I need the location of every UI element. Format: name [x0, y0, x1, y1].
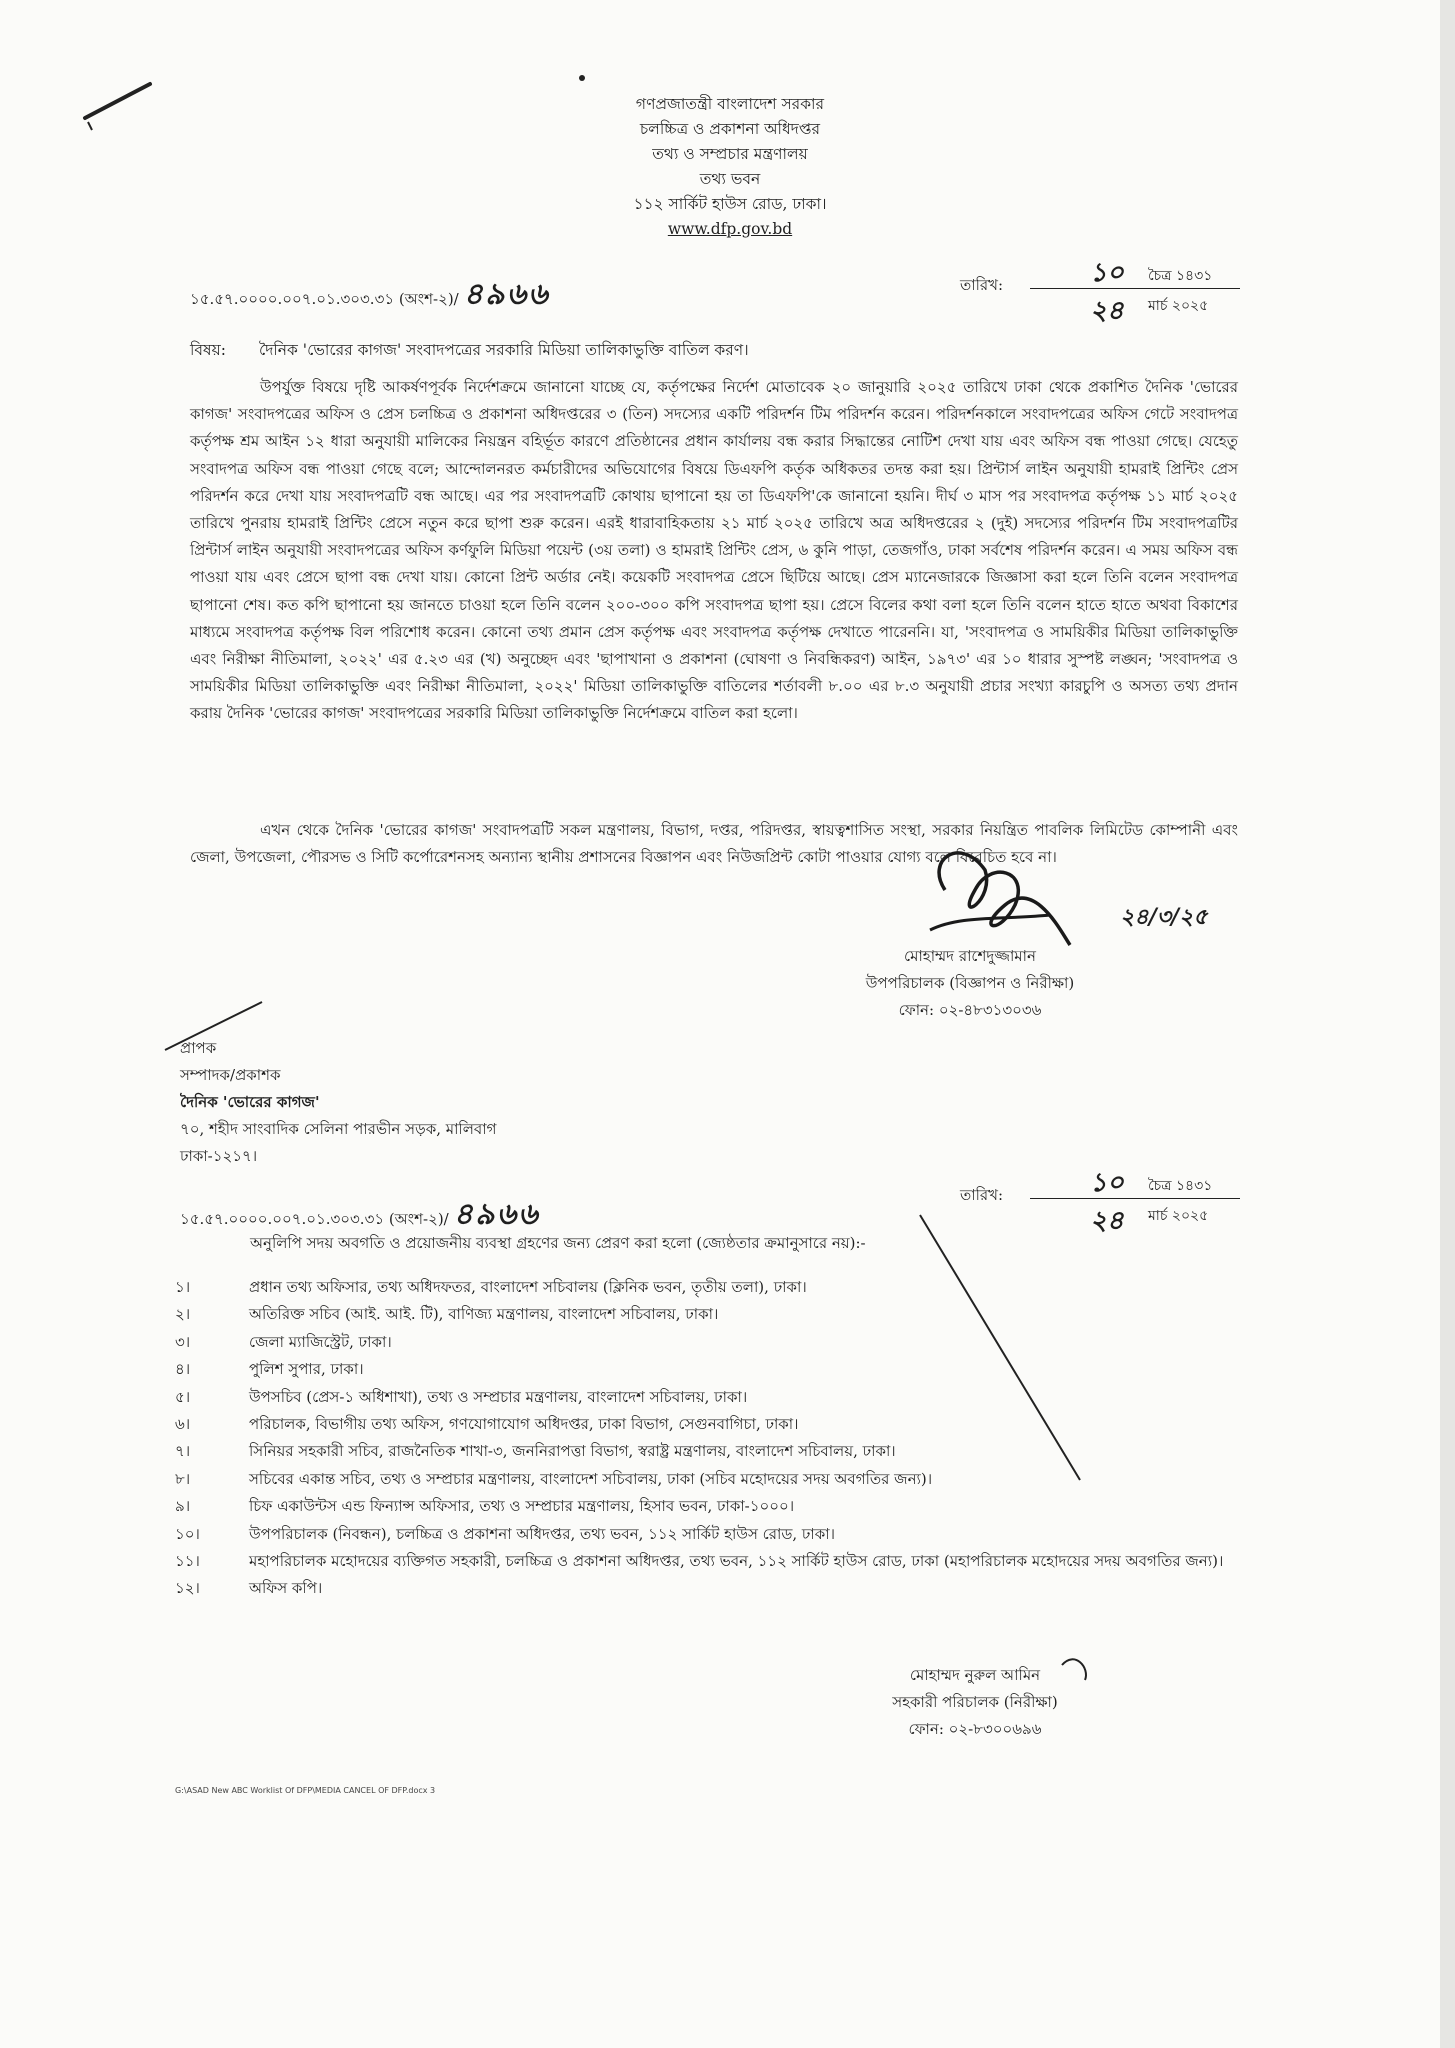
subject-line: [190, 338, 749, 364]
copy-item: [175, 1493, 1255, 1520]
letterhead-building: তথ্য ভবন: [699, 170, 761, 188]
date-label: তারিখ:: [960, 276, 1004, 294]
memo-number-handwritten: ৪৯৬৬: [463, 277, 550, 312]
signatory-2-name: মোহাম্মদ নুরুল আমিন: [909, 1666, 1041, 1684]
copy-item-number: ১১।: [175, 1552, 200, 1571]
copy-item-text: চিফ একাউন্টস এন্ড ফিন্যান্স অফিসার, তথ্য ও সম্প্রচার মন্ত্রণালয়, হিসাব ভবন, ঢাকা-১০০০।: [249, 1497, 795, 1516]
copy-item-text: উপসচিব (প্রেস-১ অধিশাখা), তথ্য ও সম্প্রচার মন্ত্রণালয়, বাংলাদেশ সচিবালয়, ঢাকা।: [249, 1387, 748, 1406]
copy-item: [175, 1384, 1255, 1411]
copy-list: [175, 1274, 1255, 1603]
copy-intro: অনুলিপি সদয় অবগতি ও প্রয়োজনীয় ব্যবস্থা গ্রহণের জন্য প্রেরণ করা হলো (জ্যেষ্ঠতার ক্রমানুসারে নয়):-: [250, 1234, 866, 1252]
signature-1-date: ২৪/৩/২৫: [1120, 904, 1208, 930]
copy-item: [175, 1575, 1255, 1602]
copy-item-text: পরিচালক, বিভাগীয় তথ্য অফিস, গণযোগাযোগ অধিদপ্তর, ঢাকা বিভাগ, সেগুনবাগিচা, ঢাকা।: [249, 1415, 799, 1434]
copy-item-text: সচিবের একান্ত সচিব, তথ্য ও সম্প্রচার মন্ত্রণালয়, বাংলাদেশ সচিবালয়, ঢাকা (সচিব মহোদয়ের সদয় অবগতির জন্য)।: [249, 1469, 933, 1488]
copy-item: [175, 1548, 1255, 1575]
letterhead-dept: চলচ্চিত্র ও প্রকাশনা অধিদপ্তর: [639, 120, 821, 138]
copy-item-text: প্রধান তথ্য অফিসার, তথ্য অধিদফতর, বাংলাদেশ সচিবালয় (ক্লিনিক ভবন, তৃতীয় তলা), ঢাকা।: [249, 1278, 807, 1296]
date-month-bn-copy: চৈত্র ১৪৩১: [1148, 1178, 1213, 1194]
date-month-en: মার্চ ২০২৫: [1148, 298, 1209, 314]
body-paragraph-1: উপর্যুক্ত বিষয়ে দৃষ্টি আকর্ষণপূর্বক নির্দেশক্রমে জানানো যাচ্ছে যে, কর্তৃপক্ষের নির্দেশ মোতাবেক ২০ জানুয়ারি ২০২৫ তারিখে ঢাকা থেকে প্রকাশিত দৈনিক 'ভোরের কাগজ' সংবাদপত্রের অফিস ও প্রেস চলচ্চিত্র ও প্রকাশনা অধিদপ্তরের ৩ (তিন) সদস্যের একটি পরিদর্শন টিম পরিদর্শন করেন। পরিদর্শনকালে সংবাদপত্রের অফিস গেটে সংবাদপত্র কর্তৃপক্ষ শ্রম আইন ১২ ধারা অনুযায়ী মালিকের নিয়ন্ত্রন বহির্ভূত কারণে প্রতিষ্ঠানের প্রধান কার্যালয় বন্ধ করার সিদ্ধান্তের নোটিশ দেখা যায় এবং অফিস বন্ধ পাওয়া গেছে। যেহেতু সংবাদপত্র অফিস বন্ধ পাওয়া গেছে বলে; আন্দোলনরত কর্মচারীদের অভিযোগের বিষয়ে ডিএফপি কর্তৃক অধিকতর তদন্ত করা হয়। প্রিন্টার্স লাইন অনুযায়ী হামরাই প্রিন্টিং প্রেস পরিদর্শন করে দেখা যায় সংবাদপত্রটি বন্ধ আছে। এর পর সংবাদপত্রটি কোথায় ছাপানো হয় তা ডিএফপি'কে জানানো হয়নি। দীর্ঘ ৩ মাস পর সংবাদপত্র কর্তৃপক্ষ ১১ মার্চ ২০২৫ তারিখে পুনরায় হামরাই প্রিন্টিং প্রেসে নতুন করে ছাপা শুরু করেন। এরই ধারাবাহিকতায় ২১ মার্চ ২০২৫ তারিখে অত্র অধিদপ্তরের ২ (দুই) সদস্যের পরিদর্শন টিম সংবাদপত্রটির প্রিন্টার্স লাইন অনুযায়ী সংবাদপত্রের অফিস কর্ণফুলি মিডিয়া পয়েন্ট (৩য় তলা) ও হামরাই প্রিন্টিং প্রেস, ৬ কুনি পাড়া, তেজগাঁও, ঢাকা সর্বশেষ পরিদর্শন করেন। এ সময় অফিস বন্ধ পাওয়া যায় এবং প্রেসে ছাপা বন্ধ দেখা যায়। কোনো প্রিন্ট অর্ডার নেই। কয়েকটি সংবাদপত্র প্রেসে ছিটিয়ে আছে। প্রেস ম্যানেজারকে জিজ্ঞাসা করা হলে তিনি বলেন সংবাদপত্র ছাপানো শেষ। কত কপি ছাপানো হয় জানতে চাওয়া হলে তিনি বলেন ২০০-৩০০ কপি সংবাদপত্র ছাপা হয়। প্রেসে বিলের কথা বলা হলে তিনি বলেন হাতে হাতে অথবা বিকাশের মাধ্যমে সংবাদপত্র কর্তৃপক্ষ বিল পরিশোধ করেন। কোনো তথ্য প্রমান প্রেস কর্তৃপক্ষ এবং সংবাদপত্র কর্তৃপক্ষ দেখাতে পারেননি। যা, 'সংবাদপত্র ও সাময়িকীর মিডিয়া তালিকাভুক্তি এবং নিরীক্ষা নীতিমালা, ২০২২' এর ৫.২৩ এর (খ) অনুচ্ছেদ এবং 'ছাপাখানা ও প্রকাশনা (ঘোষণা ও নিবন্ধিকরণ) আইন, ১৯৭৩' এর ১০ ধারার সুস্পষ্ট লঙ্ঘন; 'সংবাদপত্র ও সাময়িকীর মিডিয়া তালিকাভুক্তি এবং নিরীক্ষা নীতিমালা, ২০২২' মিডিয়া তালিকাভুক্তি বাতিলের শর্তাবলী ৮.০০ এর ৮.৩ অনুযায়ী প্রচার সংখ্যা কারচুপি ও অসত্য তথ্য প্রদান করায় দৈনিক 'ভোরের কাগজ' সংবাদপত্রের সরকারি মিডিয়া তালিকাভুক্তি নির্দেশক্রমে বাতিল করা হলো।: [190, 378, 1238, 723]
copy-item-text: সিনিয়র সহকারী সচিব, রাজনৈতিক শাখা-৩, জননিরাপত্তা বিভাগ, স্বরাষ্ট্র মন্ত্রণালয়, বাংলাদেশ সচিবালয়, ঢাকা।: [249, 1442, 896, 1461]
body-paragraph-2: এখন থেকে দৈনিক 'ভোরের কাগজ' সংবাদপত্রটি সকল মন্ত্রণালয়, বিভাগ, দপ্তর, পরিদপ্তর, স্বায়ত্বশাসিত সংস্থা, সরকার নিয়ন্ত্রিত পাবলিক লিমিটেড কোম্পানী এবং জেলা, উপজেলা, পৌরসভ ও সিটি কর্পোরেশনসহ অন্যান্য স্থানীয় প্রশাসনের বিজ্ঞাপন এবং নিউজপ্রিন্ট কোটা পাওয়ার যোগ্য বলে বিবেচিত হবে না।: [190, 821, 1238, 867]
memo-date-copy: [960, 1162, 1260, 1236]
copy-item: [175, 1466, 1255, 1493]
copy-item-text: মহাপরিচালক মহোদয়ের ব্যক্তিগত সহকারী, চলচ্চিত্র ও প্রকাশনা অধিদপ্তর, তথ্য ভবন, ১১২ সার্কিট হাউস রোড, ঢাকা (মহাপরিচালক মহোদয়ের সদয় অবগতির জন্য)।: [249, 1552, 1224, 1571]
ink-dot: [579, 75, 585, 81]
copy-item-number: ৪।: [175, 1360, 191, 1379]
date-rule-copy: [1030, 1198, 1240, 1199]
copy-item-number: ৯।: [175, 1497, 191, 1516]
copy-item: [175, 1356, 1255, 1383]
memo-number-copy-handwritten: ৪৯৬৬: [453, 1197, 540, 1232]
date-month-bn: চৈত্র ১৪৩১: [1148, 268, 1213, 284]
recipient-line3: ৭০, শহীদ সাংবাদিক সেলিনা পারভীন সড়ক, মালিবাগ: [180, 1120, 497, 1138]
signatory-2-title: সহকারী পরিচালক (নিরীক্ষা): [892, 1693, 1058, 1711]
signatory-1-title: উপপরিচালক (বিজ্ঞাপন ও নিরীক্ষা): [865, 974, 1075, 992]
copy-item-number: ৭।: [175, 1442, 191, 1461]
date-day-en-copy: ২৪: [1090, 1206, 1124, 1236]
copy-item-text: জেলা ম্যাজিস্ট্রেট, ঢাকা।: [249, 1332, 392, 1351]
copy-item: [175, 1438, 1255, 1465]
copy-item-number: ৩।: [175, 1332, 191, 1351]
letterhead-address: ১১২ সার্কিট হাউস রোড, ঢাকা।: [633, 195, 827, 213]
letterhead: [420, 92, 1040, 242]
pen-stroke-top-left: [85, 84, 150, 118]
copy-item-text: অতিরিক্ত সচিব (আই. আই. টি), বাণিজ্য মন্ত্রণালয়, বাংলাদেশ সচিবালয়, ঢাকা।: [249, 1305, 719, 1324]
memo-ref: [190, 270, 549, 321]
copy-item-number: ৫।: [175, 1387, 191, 1406]
date-month-en-copy: মার্চ ২০২৫: [1148, 1208, 1209, 1224]
copy-item: [175, 1274, 1255, 1301]
copy-item: [175, 1411, 1255, 1438]
recipient-line4: ঢাকা-১২১৭।: [180, 1147, 258, 1165]
signatory-2-phone: ফোন: ০২-৮৩০০৬৯৬: [908, 1720, 1042, 1738]
copy-item-number: ১।: [175, 1278, 191, 1296]
date-day-en: ২৪: [1090, 296, 1124, 326]
subject-label: বিষয়:: [190, 341, 226, 359]
pen-tick-top-left: [88, 122, 92, 130]
signatory-1-phone: ফোন: ০২-৪৮৩১৩০৩৬: [898, 1001, 1042, 1019]
recipient-label: প্রাপক: [180, 1039, 217, 1057]
letterhead-govt: গণপ্রজাতন্ত্রী বাংলাদেশ সরকার: [635, 95, 825, 113]
copy-item-number: ২।: [175, 1305, 191, 1324]
copy-item: [175, 1329, 1255, 1356]
copy-item-number: ৮।: [175, 1469, 191, 1488]
scan-edge: [1440, 0, 1455, 2048]
copy-item-number: ৬।: [175, 1415, 191, 1434]
copy-item-text: পুলিশ সুপার, ঢাকা।: [249, 1360, 364, 1379]
subject-text: দৈনিক 'ভোরের কাগজ' সংবাদপত্রের সরকারি মিডিয়া তালিকাভুক্তি বাতিল করণ।: [258, 341, 749, 359]
recipient-block: [180, 1035, 496, 1170]
date-day-bn: ১০: [1090, 258, 1124, 288]
letterhead-website: www.dfp.gov.bd: [667, 220, 793, 238]
memo-ref-copy-text: ১৫.৫৭.০০০০.০০৭.০১.৩০৩.৩১ (অংশ-২)/: [180, 1210, 449, 1228]
letterhead-ministry: তথ্য ও সম্প্রচার মন্ত্রণালয়: [652, 145, 808, 163]
recipient-line2: দৈনিক 'ভোরের কাগজ': [180, 1093, 320, 1111]
signature-block-1: [840, 943, 1100, 1024]
copy-item-text: উপপরিচালক (নিবন্ধন), চলচ্চিত্র ও প্রকাশনা অধিদপ্তর, তথ্য ভবন, ১১২ সার্কিট হাউস রোড, ঢাকা।: [249, 1524, 835, 1543]
footer-file-path: G:\ASAD New ABC Worklist Of DFP\MEDIA CANCEL OF DFP.docx 3: [175, 1786, 436, 1795]
copy-item: [175, 1301, 1255, 1328]
date-label-copy: তারিখ:: [960, 1186, 1004, 1204]
copy-item-number: ১০।: [175, 1524, 200, 1543]
memo-ref-text: ১৫.৫৭.০০০০.০০৭.০১.৩০৩.৩১ (অংশ-২)/: [190, 290, 459, 308]
copy-item-text: অফিস কপি।: [249, 1579, 323, 1598]
signatory-1-name: মোহাম্মদ রাশেদুজ্জামান: [904, 947, 1036, 965]
date-rule: [1030, 288, 1240, 289]
memo-date: [960, 252, 1260, 326]
recipient-line1: সম্পাদক/প্রকাশক: [180, 1066, 281, 1084]
date-day-bn-copy: ১০: [1090, 1168, 1124, 1198]
signature-block-2: [850, 1662, 1100, 1743]
copy-item-number: ১২।: [175, 1579, 200, 1598]
copy-item: [175, 1521, 1255, 1548]
